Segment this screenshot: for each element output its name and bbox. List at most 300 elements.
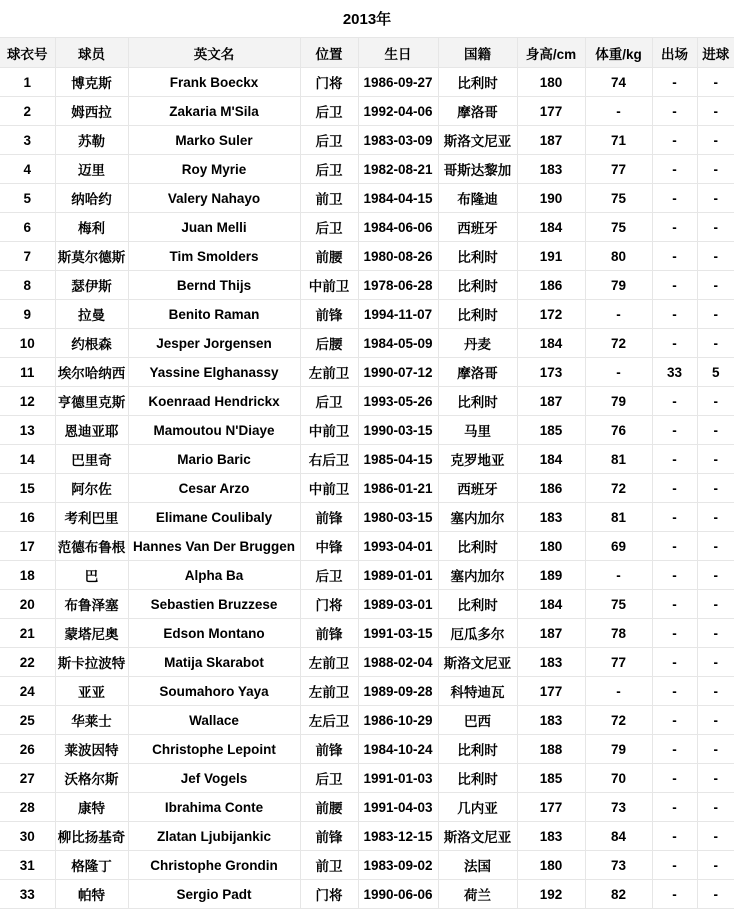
table-cell: - xyxy=(697,764,734,793)
table-cell: 前卫 xyxy=(300,184,358,213)
table-row xyxy=(0,329,734,358)
table-row xyxy=(0,561,734,590)
table-row xyxy=(0,387,734,416)
table-cell: 布鲁泽塞 xyxy=(55,590,128,619)
table-cell: 1989-03-01 xyxy=(358,590,438,619)
table-cell: 1984-10-24 xyxy=(358,735,438,764)
table-cell: Sebastien Bruzzese xyxy=(128,590,300,619)
table-row xyxy=(0,213,734,242)
table-cell: 25 xyxy=(0,706,55,735)
table-row xyxy=(0,242,734,271)
table-cell: 77 xyxy=(585,155,652,184)
table-row xyxy=(0,474,734,503)
table-cell: 17 xyxy=(0,532,55,561)
table-cell: 80 xyxy=(585,242,652,271)
table-cell: 恩迪亚耶 xyxy=(55,416,128,445)
table-cell: 丹麦 xyxy=(438,329,517,358)
table-cell: - xyxy=(697,445,734,474)
table-cell: 15 xyxy=(0,474,55,503)
table-cell: - xyxy=(652,184,697,213)
table-cell: 33 xyxy=(652,358,697,387)
table-cell: 摩洛哥 xyxy=(438,358,517,387)
table-cell: 比利时 xyxy=(438,300,517,329)
header-row xyxy=(0,38,734,68)
table-cell: 亚亚 xyxy=(55,677,128,706)
table-cell: Zakaria M'Sila xyxy=(128,97,300,126)
table-cell: 瑟伊斯 xyxy=(55,271,128,300)
table-cell: - xyxy=(697,416,734,445)
table-cell: 21 xyxy=(0,619,55,648)
table-cell: - xyxy=(697,880,734,909)
table-cell: 斯洛文尼亚 xyxy=(438,126,517,155)
table-cell: 1984-05-09 xyxy=(358,329,438,358)
table-cell: 1984-06-06 xyxy=(358,213,438,242)
table-cell: 斯卡拉波特 xyxy=(55,648,128,677)
table-cell: 帕特 xyxy=(55,880,128,909)
table-cell: 84 xyxy=(585,822,652,851)
page-title: 2013年 xyxy=(342,11,392,28)
table-cell: 马里 xyxy=(438,416,517,445)
table-cell: 前腰 xyxy=(300,793,358,822)
table-cell: 183 xyxy=(517,503,585,532)
table-cell: - xyxy=(652,474,697,503)
table-cell: 比利时 xyxy=(438,242,517,271)
column-header-1: 球员 xyxy=(55,38,128,68)
table-cell: 10 xyxy=(0,329,55,358)
table-cell: 左前卫 xyxy=(300,358,358,387)
table-cell: - xyxy=(652,242,697,271)
table-cell: 81 xyxy=(585,503,652,532)
table-cell: 1980-08-26 xyxy=(358,242,438,271)
table-row xyxy=(0,619,734,648)
table-cell: 前腰 xyxy=(300,242,358,271)
table-cell: 1983-03-09 xyxy=(358,126,438,155)
table-row xyxy=(0,822,734,851)
table-cell: 巴西 xyxy=(438,706,517,735)
table-cell: 1992-04-06 xyxy=(358,97,438,126)
table-cell: - xyxy=(652,97,697,126)
table-cell: - xyxy=(652,677,697,706)
table-cell: 比利时 xyxy=(438,532,517,561)
table-cell: 4 xyxy=(0,155,55,184)
table-cell: 西班牙 xyxy=(438,474,517,503)
table-cell: - xyxy=(652,822,697,851)
table-cell: 28 xyxy=(0,793,55,822)
table-cell: - xyxy=(652,793,697,822)
table-cell: 前卫 xyxy=(300,851,358,880)
table-cell: 1 xyxy=(0,68,55,97)
table-row xyxy=(0,648,734,677)
table-cell: 比利时 xyxy=(438,590,517,619)
table-cell: - xyxy=(652,416,697,445)
table-cell: - xyxy=(697,503,734,532)
table-cell: Valery Nahayo xyxy=(128,184,300,213)
table-row xyxy=(0,416,734,445)
table-row xyxy=(0,793,734,822)
table-cell: Matija Skarabot xyxy=(128,648,300,677)
table-cell: - xyxy=(697,822,734,851)
table-cell: - xyxy=(652,735,697,764)
table-cell: 1990-06-06 xyxy=(358,880,438,909)
table-cell: 右后卫 xyxy=(300,445,358,474)
table-cell: - xyxy=(697,619,734,648)
table-cell: - xyxy=(585,677,652,706)
table-cell: 1989-01-01 xyxy=(358,561,438,590)
table-cell: 1980-03-15 xyxy=(358,503,438,532)
table-cell: 门将 xyxy=(300,590,358,619)
table-cell: 斯莫尔德斯 xyxy=(55,242,128,271)
table-row xyxy=(0,590,734,619)
table-cell: 27 xyxy=(0,764,55,793)
table-cell: 几内亚 xyxy=(438,793,517,822)
table-cell: 79 xyxy=(585,735,652,764)
table-cell: 177 xyxy=(517,793,585,822)
table-cell: 12 xyxy=(0,387,55,416)
table-body xyxy=(0,68,734,909)
table-cell: 183 xyxy=(517,706,585,735)
table-cell: 1986-10-29 xyxy=(358,706,438,735)
table-cell: 纳哈约 xyxy=(55,184,128,213)
table-cell: - xyxy=(652,851,697,880)
table-cell: 1985-04-15 xyxy=(358,445,438,474)
table-cell: 后卫 xyxy=(300,126,358,155)
table-cell: 前锋 xyxy=(300,503,358,532)
table-cell: - xyxy=(652,880,697,909)
table-cell: 后卫 xyxy=(300,213,358,242)
table-cell: Marko Suler xyxy=(128,126,300,155)
table-cell: Sergio Padt xyxy=(128,880,300,909)
table-row xyxy=(0,358,734,387)
table-cell: - xyxy=(585,358,652,387)
table-cell: 186 xyxy=(517,474,585,503)
table-cell: - xyxy=(585,97,652,126)
table-cell: 6 xyxy=(0,213,55,242)
table-cell: 192 xyxy=(517,880,585,909)
table-cell: 比利时 xyxy=(438,68,517,97)
table-cell: 比利时 xyxy=(438,387,517,416)
table-cell: Yassine Elghanassy xyxy=(128,358,300,387)
table-cell: 后卫 xyxy=(300,561,358,590)
table-cell: 70 xyxy=(585,764,652,793)
table-cell: 5 xyxy=(697,358,734,387)
table-cell: - xyxy=(697,851,734,880)
table-cell: 9 xyxy=(0,300,55,329)
table-cell: - xyxy=(652,387,697,416)
table-cell: Edson Montano xyxy=(128,619,300,648)
table-cell: 塞内加尔 xyxy=(438,503,517,532)
table-cell: 7 xyxy=(0,242,55,271)
table-cell: 亨德里克斯 xyxy=(55,387,128,416)
table-cell: 187 xyxy=(517,387,585,416)
table-cell: - xyxy=(697,184,734,213)
table-row xyxy=(0,532,734,561)
table-cell: 72 xyxy=(585,706,652,735)
table-cell: 13 xyxy=(0,416,55,445)
table-cell: 183 xyxy=(517,155,585,184)
table-cell: Jesper Jorgensen xyxy=(128,329,300,358)
table-cell: 前锋 xyxy=(300,619,358,648)
table-cell: 巴里奇 xyxy=(55,445,128,474)
table-cell: - xyxy=(585,300,652,329)
column-header-7: 体重/kg xyxy=(585,38,652,68)
table-row xyxy=(0,126,734,155)
table-cell: 前锋 xyxy=(300,300,358,329)
table-cell: Hannes Van Der Bruggen xyxy=(128,532,300,561)
column-header-8: 出场 xyxy=(652,38,697,68)
table-cell: 75 xyxy=(585,184,652,213)
table-cell: 74 xyxy=(585,68,652,97)
column-header-0: 球衣号 xyxy=(0,38,55,68)
table-row xyxy=(0,851,734,880)
table-cell: 24 xyxy=(0,677,55,706)
table-cell: 哥斯达黎加 xyxy=(438,155,517,184)
table-cell: 1978-06-28 xyxy=(358,271,438,300)
table-cell: 14 xyxy=(0,445,55,474)
table-cell: 1991-01-03 xyxy=(358,764,438,793)
table-cell: 科特迪瓦 xyxy=(438,677,517,706)
table-cell: 华莱士 xyxy=(55,706,128,735)
table-cell: 后卫 xyxy=(300,764,358,793)
table-cell: - xyxy=(652,126,697,155)
table-cell: Alpha Ba xyxy=(128,561,300,590)
table-cell: 1993-04-01 xyxy=(358,532,438,561)
table-cell: 172 xyxy=(517,300,585,329)
table-cell: 1983-09-02 xyxy=(358,851,438,880)
table-cell: - xyxy=(697,735,734,764)
table-cell: 荷兰 xyxy=(438,880,517,909)
table-cell: 后卫 xyxy=(300,155,358,184)
table-cell: Tim Smolders xyxy=(128,242,300,271)
table-cell: 门将 xyxy=(300,68,358,97)
table-cell: 3 xyxy=(0,126,55,155)
table-cell: Zlatan Ljubijankic xyxy=(128,822,300,851)
table-cell: - xyxy=(697,387,734,416)
table-cell: - xyxy=(652,213,697,242)
table-cell: - xyxy=(697,126,734,155)
table-cell: - xyxy=(697,648,734,677)
table-row xyxy=(0,184,734,213)
table-cell: 79 xyxy=(585,387,652,416)
table-cell: 后腰 xyxy=(300,329,358,358)
table-cell: Roy Myrie xyxy=(128,155,300,184)
table-cell: 1984-04-15 xyxy=(358,184,438,213)
table-cell: 中前卫 xyxy=(300,416,358,445)
table-cell: 189 xyxy=(517,561,585,590)
table-cell: - xyxy=(652,619,697,648)
table-cell: 比利时 xyxy=(438,271,517,300)
table-cell: 左后卫 xyxy=(300,706,358,735)
table-cell: 75 xyxy=(585,590,652,619)
table-cell: 184 xyxy=(517,590,585,619)
table-cell: 莱波因特 xyxy=(55,735,128,764)
table-cell: 1988-02-04 xyxy=(358,648,438,677)
table-cell: 1991-03-15 xyxy=(358,619,438,648)
table-cell: 姆西拉 xyxy=(55,97,128,126)
table-cell: 左前卫 xyxy=(300,677,358,706)
table-cell: - xyxy=(697,677,734,706)
table-cell: 184 xyxy=(517,213,585,242)
table-row xyxy=(0,445,734,474)
table-cell: 1994-11-07 xyxy=(358,300,438,329)
table-cell: - xyxy=(652,155,697,184)
table-row xyxy=(0,764,734,793)
table-cell: 72 xyxy=(585,474,652,503)
table-cell: 布隆迪 xyxy=(438,184,517,213)
table-cell: 1986-09-27 xyxy=(358,68,438,97)
roster-table xyxy=(0,37,734,909)
table-cell: 斯洛文尼亚 xyxy=(438,822,517,851)
table-cell: 31 xyxy=(0,851,55,880)
table-cell: 1986-01-21 xyxy=(358,474,438,503)
table-cell: 187 xyxy=(517,619,585,648)
table-cell: 18 xyxy=(0,561,55,590)
table-row xyxy=(0,677,734,706)
table-cell: Christophe Grondin xyxy=(128,851,300,880)
table-cell: 190 xyxy=(517,184,585,213)
table-cell: - xyxy=(652,764,697,793)
table-cell: 法国 xyxy=(438,851,517,880)
table-cell: 西班牙 xyxy=(438,213,517,242)
table-row xyxy=(0,68,734,97)
table-cell: 180 xyxy=(517,851,585,880)
table-cell: 1983-12-15 xyxy=(358,822,438,851)
table-cell: 1982-08-21 xyxy=(358,155,438,184)
table-cell: - xyxy=(697,271,734,300)
table-cell: Jef Vogels xyxy=(128,764,300,793)
table-cell: 188 xyxy=(517,735,585,764)
table-cell: 1990-07-12 xyxy=(358,358,438,387)
table-cell: 阿尔佐 xyxy=(55,474,128,503)
table-cell: 8 xyxy=(0,271,55,300)
table-cell: 185 xyxy=(517,416,585,445)
table-cell: Koenraad Hendrickx xyxy=(128,387,300,416)
table-cell: 沃格尔斯 xyxy=(55,764,128,793)
table-cell: - xyxy=(697,155,734,184)
table-cell: 约根森 xyxy=(55,329,128,358)
table-cell: 11 xyxy=(0,358,55,387)
column-header-2: 英文名 xyxy=(128,38,300,68)
table-row xyxy=(0,271,734,300)
table-cell: 梅利 xyxy=(55,213,128,242)
table-cell: 蒙塔尼奥 xyxy=(55,619,128,648)
table-cell: - xyxy=(652,68,697,97)
table-cell: 180 xyxy=(517,532,585,561)
column-header-9: 进球 xyxy=(697,38,734,68)
table-cell: 177 xyxy=(517,677,585,706)
table-cell: - xyxy=(652,445,697,474)
table-cell: - xyxy=(652,590,697,619)
table-cell: 中前卫 xyxy=(300,271,358,300)
table-cell: 前锋 xyxy=(300,735,358,764)
table-cell: 5 xyxy=(0,184,55,213)
table-cell: - xyxy=(652,532,697,561)
table-cell: 73 xyxy=(585,851,652,880)
table-cell: 73 xyxy=(585,793,652,822)
table-row xyxy=(0,706,734,735)
table-cell: - xyxy=(652,561,697,590)
table-cell: 斯洛文尼亚 xyxy=(438,648,517,677)
column-header-6: 身高/cm xyxy=(517,38,585,68)
table-cell: 183 xyxy=(517,648,585,677)
table-cell: 173 xyxy=(517,358,585,387)
table-cell: 77 xyxy=(585,648,652,677)
table-cell: 78 xyxy=(585,619,652,648)
table-cell: 79 xyxy=(585,271,652,300)
table-cell: 左前卫 xyxy=(300,648,358,677)
table-cell: Mamoutou N'Diaye xyxy=(128,416,300,445)
table-cell: 克罗地亚 xyxy=(438,445,517,474)
table-cell: - xyxy=(697,242,734,271)
table-cell: 后卫 xyxy=(300,387,358,416)
table-cell: 82 xyxy=(585,880,652,909)
table-cell: 2 xyxy=(0,97,55,126)
table-header xyxy=(0,38,734,68)
table-row xyxy=(0,155,734,184)
table-cell: - xyxy=(652,648,697,677)
table-cell: 22 xyxy=(0,648,55,677)
table-cell: Juan Melli xyxy=(128,213,300,242)
table-cell: 1991-04-03 xyxy=(358,793,438,822)
table-cell: 中锋 xyxy=(300,532,358,561)
table-cell: 塞内加尔 xyxy=(438,561,517,590)
table-cell: - xyxy=(697,97,734,126)
table-cell: 33 xyxy=(0,880,55,909)
column-header-3: 位置 xyxy=(300,38,358,68)
table-cell: Frank Boeckx xyxy=(128,68,300,97)
table-row xyxy=(0,880,734,909)
table-cell: 184 xyxy=(517,445,585,474)
table-cell: 格隆丁 xyxy=(55,851,128,880)
table-cell: 1993-05-26 xyxy=(358,387,438,416)
table-cell: 30 xyxy=(0,822,55,851)
table-cell: - xyxy=(697,474,734,503)
table-cell: - xyxy=(697,590,734,619)
table-cell: 69 xyxy=(585,532,652,561)
table-cell: Ibrahima Conte xyxy=(128,793,300,822)
table-row xyxy=(0,300,734,329)
table-cell: 苏勒 xyxy=(55,126,128,155)
table-cell: 75 xyxy=(585,213,652,242)
table-cell: 16 xyxy=(0,503,55,532)
table-cell: 中前卫 xyxy=(300,474,358,503)
table-cell: 后卫 xyxy=(300,97,358,126)
table-cell: - xyxy=(652,271,697,300)
table-cell: 26 xyxy=(0,735,55,764)
table-cell: 184 xyxy=(517,329,585,358)
table-cell: 177 xyxy=(517,97,585,126)
table-cell: 巴 xyxy=(55,561,128,590)
table-cell: - xyxy=(697,300,734,329)
table-cell: 博克斯 xyxy=(55,68,128,97)
table-row xyxy=(0,735,734,764)
table-cell: 1989-09-28 xyxy=(358,677,438,706)
table-cell: 比利时 xyxy=(438,764,517,793)
table-cell: 摩洛哥 xyxy=(438,97,517,126)
table-cell: 76 xyxy=(585,416,652,445)
table-cell: - xyxy=(652,503,697,532)
table-cell: - xyxy=(697,561,734,590)
table-cell: Wallace xyxy=(128,706,300,735)
table-cell: 187 xyxy=(517,126,585,155)
table-cell: 拉曼 xyxy=(55,300,128,329)
table-cell: 前锋 xyxy=(300,822,358,851)
table-cell: Cesar Arzo xyxy=(128,474,300,503)
table-cell: 183 xyxy=(517,822,585,851)
table-cell: - xyxy=(697,706,734,735)
table-cell: Soumahoro Yaya xyxy=(128,677,300,706)
table-cell: - xyxy=(652,329,697,358)
table-cell: 迈里 xyxy=(55,155,128,184)
